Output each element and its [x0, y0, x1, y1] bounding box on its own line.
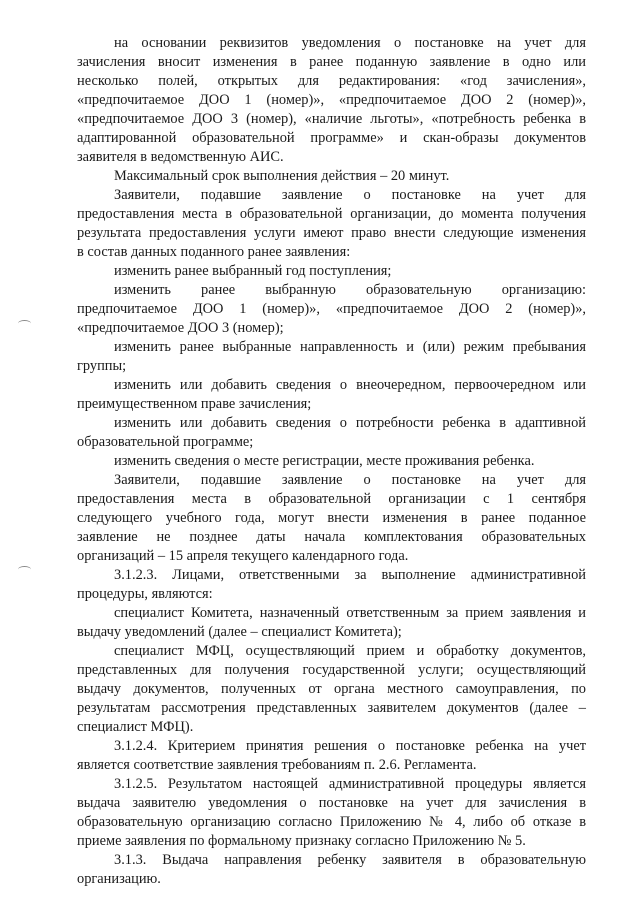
- text-line-18: группы;: [77, 358, 127, 374]
- text-line-35: выдачу документов, полученных от органа местного самоуправления, по: [77, 681, 586, 697]
- text-line-21: изменить или добавить сведения о потребности ребенка в адаптивной: [114, 415, 586, 431]
- text-line-26: следующего учебного года, могут внести изменения в ранее поданное: [77, 510, 586, 526]
- text-line-43: приеме заявления по формальному признаку согласно Приложению № 5.: [77, 833, 526, 849]
- text-line-23: изменить сведения о месте регистрации, месте проживания ребенка.: [114, 453, 535, 469]
- text-line-22: образовательной программе;: [77, 434, 254, 450]
- text-line-9: Заявители, подавшие заявление о постановке на учет для: [114, 187, 586, 203]
- text-line-12: в состав данных поданного ранее заявления:: [77, 244, 351, 260]
- text-line-29: 3.1.2.3. Лицами, ответственными за выполнение административной: [114, 567, 586, 583]
- text-line-38: 3.1.2.4. Критерием принятия решения о постановке ребенка на учет: [114, 738, 586, 754]
- text-line-27: заявление не позднее даты начала комплектования образовательных: [77, 529, 586, 545]
- text-line-14: изменить ранее выбранную образовательную организацию:: [114, 282, 586, 298]
- text-line-15: предпочитаемое ДОО 1 (номер)», «предпочитаемое ДОО 2 (номер)»,: [77, 301, 586, 317]
- text-line-7: заявителя в ведомственную АИС.: [77, 149, 284, 165]
- text-line-45: организацию.: [77, 871, 161, 887]
- text-line-32: выдачу уведомлений (далее – специалист Комитета);: [77, 624, 402, 640]
- text-line-42: образовательную организацию согласно Приложению № 4, либо об отказе в: [77, 814, 586, 830]
- text-line-33: специалист МФЦ, осуществляющий прием и обработку документов,: [114, 643, 586, 659]
- text-line-11: результата предоставления услуги имеют право внести следующие изменения: [77, 225, 586, 241]
- text-line-37: специалист МФЦ).: [77, 719, 194, 735]
- text-line-13: изменить ранее выбранный год поступления;: [114, 263, 392, 279]
- text-line-30: процедуры, являются:: [77, 586, 213, 602]
- text-line-2: зачисления вносит изменения в ранее поданную заявление в одно или: [77, 54, 586, 70]
- text-line-24: Заявители, подавшие заявление о постановке на учет для: [114, 472, 586, 488]
- text-line-1: на основании реквизитов уведомления о постановке на учет для: [114, 35, 586, 51]
- text-line-19: изменить или добавить сведения о внеочередном, первоочередном или: [114, 377, 586, 393]
- scan-margin-mark: [18, 320, 31, 327]
- text-line-5: «предпочитаемое ДОО 3 (номер), «наличие льготы», «потребность ребенка в: [77, 111, 586, 127]
- text-line-40: 3.1.2.5. Результатом настоящей административной процедуры является: [114, 776, 586, 792]
- text-line-17: изменить ранее выбранные направленность и (или) режим пребывания: [114, 339, 586, 355]
- text-line-44: 3.1.3. Выдача направления ребенку заявителя в образовательную: [114, 852, 586, 868]
- text-line-31: специалист Комитета, назначенный ответственным за прием заявления и: [114, 605, 586, 621]
- text-line-3: несколько полей, открытых для редактирования: «год зачисления»,: [77, 73, 586, 89]
- text-line-16: «предпочитаемое ДОО 3 (номер);: [77, 320, 284, 336]
- text-line-4: «предпочитаемое ДОО 1 (номер)», «предпочитаемое ДОО 2 (номер)»,: [77, 92, 586, 108]
- text-line-8: Максимальный срок выполнения действия – 20 минут.: [114, 168, 450, 184]
- text-line-28: организаций – 15 апреля текущего календарного года.: [77, 548, 409, 564]
- text-line-34: представленных для получения государственной услуги; осуществляющий: [77, 662, 586, 678]
- text-line-36: результатам рассмотрения представленных заявителем документов (далее –: [77, 700, 586, 716]
- text-line-20: преимущественном праве зачисления;: [77, 396, 312, 412]
- scan-margin-mark: [18, 566, 31, 573]
- text-line-10: предоставления места в образовательной организации, до момента получения: [77, 206, 586, 222]
- text-line-25: предоставления места в образовательной организации с 1 сентября: [77, 491, 586, 507]
- text-line-41: выдача заявителю уведомления о постановке на учет для зачисления в: [77, 795, 586, 811]
- text-line-6: адаптированной образовательной программе» и скан-образы документов: [77, 130, 586, 146]
- text-line-39: является соответствие заявления требованиям п. 2.6. Регламента.: [77, 757, 477, 773]
